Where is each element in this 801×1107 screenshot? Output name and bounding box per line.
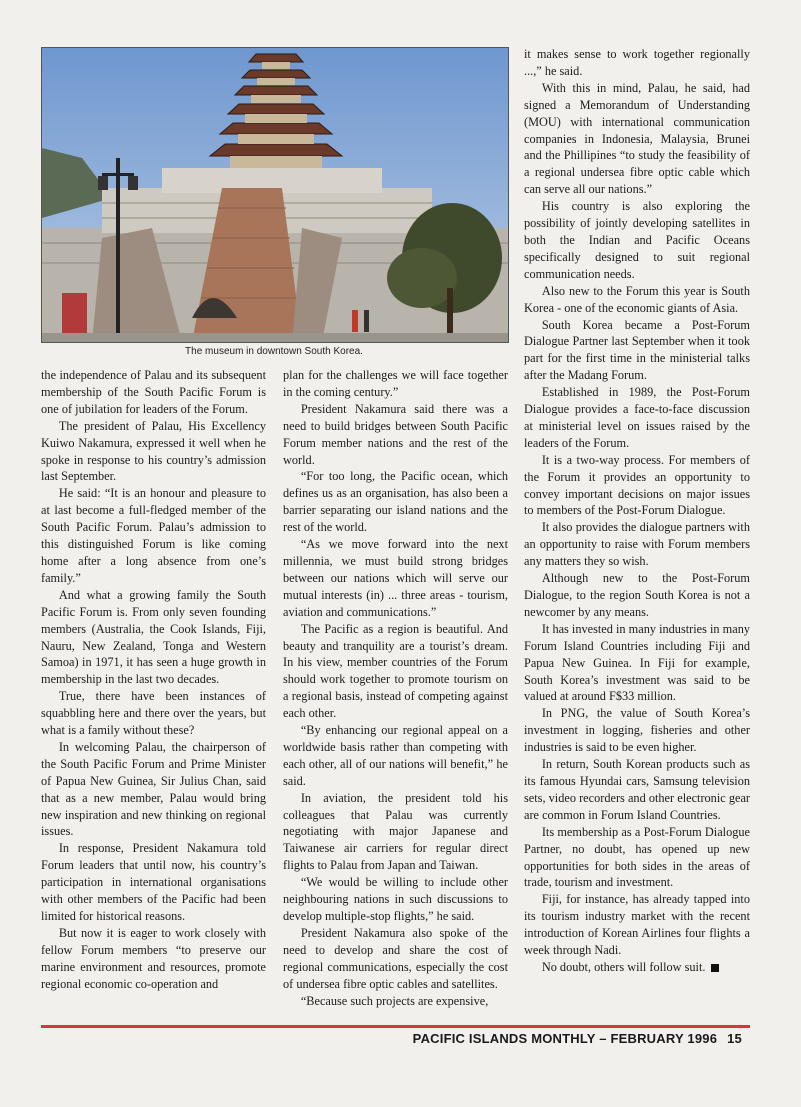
article-paragraph: Although new to the Post-Forum Dialogue, to the region South Korea is not a newcomer by any means. bbox=[524, 571, 750, 619]
article-paragraph: In welcoming Palau, the chairperson of the South Pacific Forum and Prime Minister of Papua New Guinea, Sir Julius Chan, said that as a new member, Palau would bring new inspiration and new thinking on regional issues. bbox=[41, 739, 266, 839]
article-paragraph: He said: “It is an honour and pleasure to at last become a full-fledged member of the South Pacific Forum. Palau’s admission to this distinguished Forum is like coming home after a long absence from one’s family.” bbox=[41, 486, 266, 585]
article-paragraph: But now it is eager to work closely with fellow Forum members “to preserve our marine environment and resources, promote regional economic co-operation and bbox=[41, 925, 266, 991]
article-paragraph: The president of Palau, His Excellency Kuiwo Nakamura, expressed it well when he spoke in response to his country’s admission last September. bbox=[41, 418, 266, 484]
article-paragraph: True, there have been instances of squabbling here and there over the years, but what is a family without these? bbox=[41, 689, 266, 738]
article-paragraph: In response, President Nakamura told Forum leaders that until now, his country’s participation in international organisations with other members of the Pacific had been limited for historical reasons. bbox=[41, 841, 266, 923]
end-of-article-mark bbox=[711, 964, 719, 972]
article-paragraph: Also new to the Forum this year is South Korea - one of the economic giants of Asia. bbox=[524, 283, 750, 315]
article-paragraph: In PNG, the value of South Korea’s investment in logging, fisheries and other industries is said to be even higher. bbox=[524, 706, 750, 755]
article-paragraph: “We would be willing to include other neighbouring nations in such discussions to develop multiple-stop flights,” he said. bbox=[283, 875, 508, 923]
article-paragraph: Established in 1989, the Post-Forum Dialogue provides a face-to-face discussion at ministerial level on issues raised by the leaders of the Forum. bbox=[524, 385, 750, 450]
article-column-2 bbox=[283, 367, 508, 1009]
article-paragraph: It also provides the dialogue partners with an opportunity to raise with Forum members any matters they so wish. bbox=[524, 520, 750, 569]
article-paragraph: With this in mind, Palau, he said, had signed a Memorandum of Understanding (MOU) with international communication companies in Indonesia, Malaysia, Brunei and the Phillipines “to study the feasibility of a regional undersea fibre optic cable which can serve all our nations.” bbox=[524, 80, 750, 197]
article-paragraph: plan for the challenges we will face together in the coming century.” bbox=[283, 368, 508, 399]
article-paragraph: the independence of Palau and its subsequent membership of the South Pacific Forum is one of jubilation for leaders of the Forum. bbox=[41, 368, 266, 416]
museum-photo bbox=[41, 47, 509, 343]
article-paragraph: South Korea became a Post-Forum Dialogue Partner last September when it took part for the first time in the ministerial talks after the Madang Forum. bbox=[524, 317, 750, 383]
article-paragraph: And what a growing family the South Pacific Forum is. From only seven founding members (Australia, the Cook Islands, Fiji, Nauru, New Zealand, Tonga and Western Samoa) in 1971, it has seen a huge growth in membership in the last two decades. bbox=[41, 587, 266, 687]
museum-pagoda-image bbox=[42, 48, 508, 342]
article-paragraph: No doubt, others will follow suit. bbox=[524, 959, 750, 976]
article-column-3 bbox=[524, 46, 750, 976]
article-paragraph: It has invested in many industries in many Forum Island Countries including Fiji and Papua New Guinea. In Fiji for example, South Korea’s investment was said to be valued at around F$33 million. bbox=[524, 621, 750, 704]
article-paragraph: In return, South Korean products such as its famous Hyundai cars, Samsung television sets, video recorders and other electronic gear are common in Forum Island Countries. bbox=[524, 757, 750, 822]
article-paragraph: President Nakamura said there was a need to build bridges between South Pacific Forum member nations and the rest of the world. bbox=[283, 401, 508, 467]
article-paragraph: Fiji, for instance, has already tapped into its tourism industry market with the recent introduction of Korean Airlines four flights a week through Nadi. bbox=[524, 892, 750, 958]
article-paragraph: “By enhancing our regional appeal on a worldwide basis rather than competing with each other, all of our nations will benefit,” he said. bbox=[283, 723, 508, 788]
publication-line: PACIFIC ISLANDS MONTHLY – FEBRUARY 1996 bbox=[412, 1031, 718, 1046]
article-paragraph: The Pacific as a region is beautiful. And beauty and tranquility are a tourist’s dream. In his view, member countries of the Forum should work together to promote tourism on a regional basis, instead of competing against each other. bbox=[283, 621, 508, 721]
article-paragraph: “For too long, the Pacific ocean, which defines us as an organisation, has also been a barrier separating our island nations and the rest of the world. bbox=[283, 469, 508, 535]
article-column-1 bbox=[41, 367, 266, 993]
article-paragraph: President Nakamura also spoke of the need to develop and share the cost of regional communications, especially the cost of undersea fibre optic cables and satellites. bbox=[283, 925, 508, 991]
article-paragraph: it makes sense to work together regionally ...,” he said. bbox=[524, 47, 750, 78]
footer-rule bbox=[41, 1025, 750, 1028]
photo-caption: The museum in downtown South Korea. bbox=[185, 346, 363, 357]
article-paragraph: His country is also exploring the possibility of jointly developing satellites in both the Indian and Pacific Oceans specifically designed to suit regional communication needs. bbox=[524, 199, 750, 281]
article-paragraph: It is a two-way process. For members of the Forum it provides an opportunity to convey important decisions on major issues to members of the Post-Forum Dialogue. bbox=[524, 452, 750, 518]
article-paragraph: “As we move forward into the next millennia, we must build strong bridges between our nations which will serve our mutual interests (in) ... three areas - tourism, aviation and communications.” bbox=[283, 537, 508, 619]
article-paragraph: In aviation, the president told his colleagues that Palau was currently negotiating with major Japanese and Taiwanese air carriers for regular direct flights to Palau from Japan and Taiwan. bbox=[283, 790, 508, 873]
article-paragraph: Its membership as a Post-Forum Dialogue Partner, no doubt, has opened up new opportunities for both sides in the areas of trade, tourism and investment. bbox=[524, 824, 750, 890]
page-footer bbox=[413, 1031, 742, 1046]
page-number: 15 bbox=[727, 1031, 742, 1046]
article-paragraph: “Because such projects are expensive, bbox=[300, 993, 489, 1008]
